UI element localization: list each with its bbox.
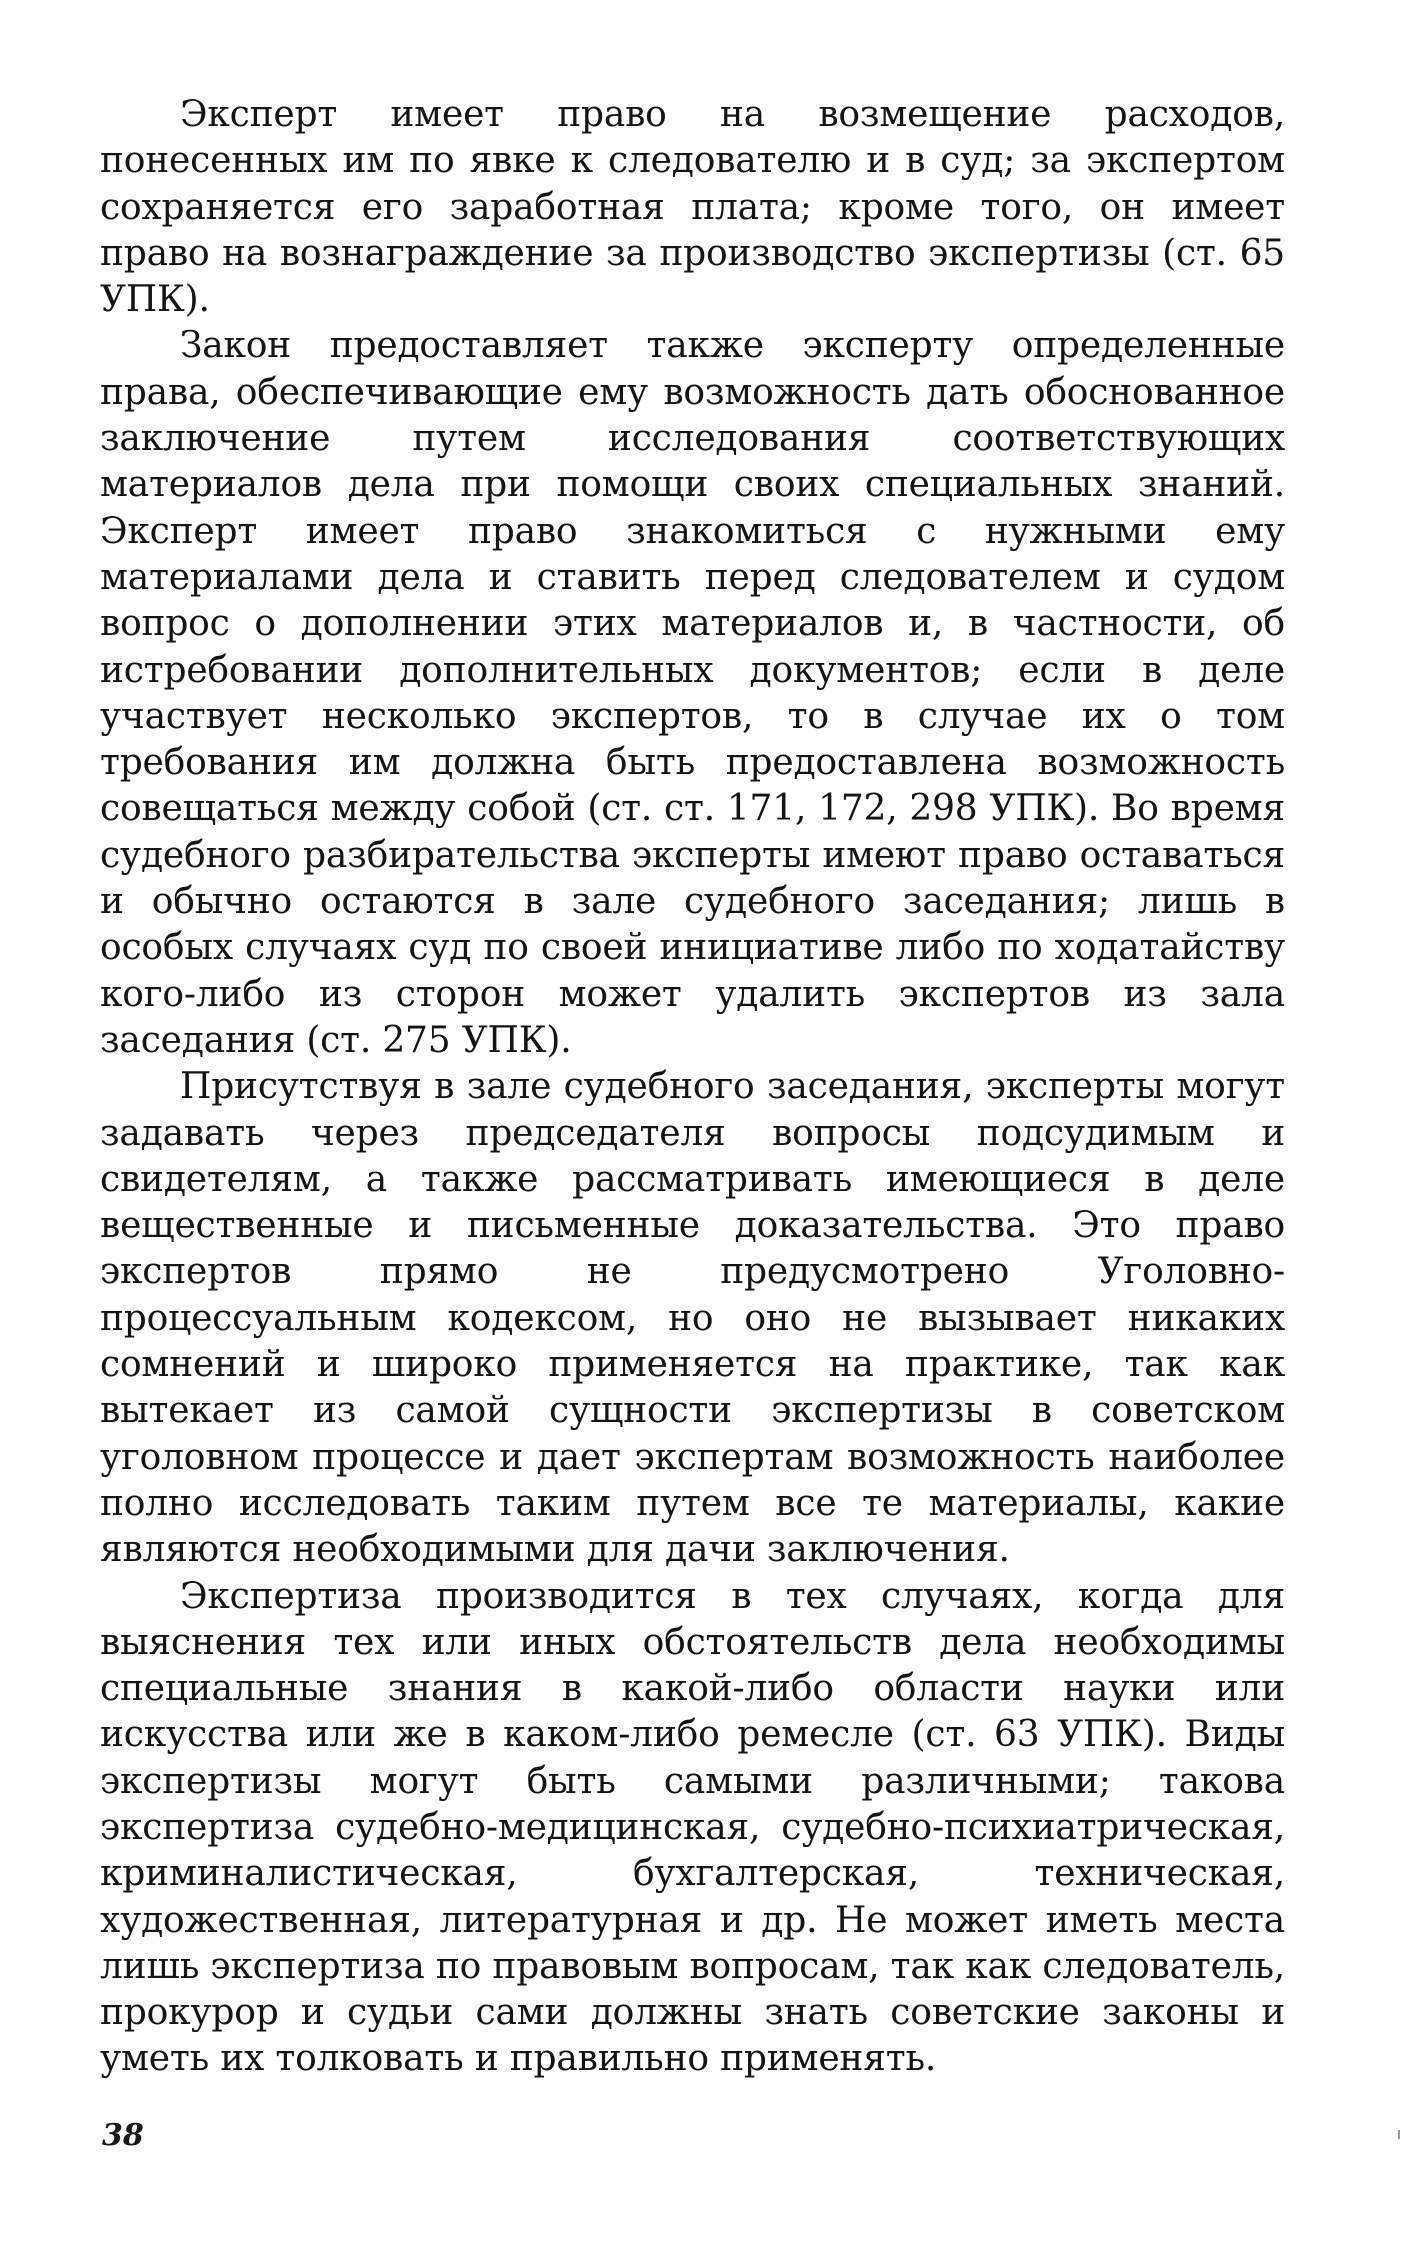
page-body bbox=[100, 92, 1285, 2083]
page-number: 38 bbox=[102, 2118, 144, 2153]
paragraph-expertise-types: Экспертиза производится в тех случаях, когда для выяснения тех или иных обстоятельств дела необходимы специальные знания в какой-либо области науки или искусства или же в каком-либо ремесле (ст. 63 УПК). Виды экспертизы могут быть самыми различными; такова экспертиза судебно-медицинская, судебно-психиатрическая, криминалистическая, бухгалтерская, техническая, художественная, литературная и др. Не может иметь места лишь экспертиза по правовым вопросам, так как следователь, прокурор и судьи сами должны знать советские законы и уметь их толковать и правильно применять. bbox=[100, 1575, 1285, 2080]
paragraph-expert-courtroom: Присутствуя в зале судебного заседания, эксперты могут задавать через председателя вопросы подсудимым и свидетелям, а также рассматривать имеющиеся в деле вещественные и письменные доказательства. Это право экспертов прямо не предусмотрено Уголовно-процессуальным кодексом, но оно не вызывает никаких сомнений и широко применяется на практике, так как вытекает из самой сущности экспертизы в советском уголовном процессе и дает экспертам возможность наиболее полно исследовать таким путем все те материалы, какие являются необходимыми для дачи заключения. bbox=[100, 1066, 1285, 1571]
paragraph-expert-rights: Закон предоставляет также эксперту определенные права, обеспечивающие ему возможность дать обоснованное заключение путем исследования соответствующих материалов дела при помощи своих специальных знаний. Эксперт имеет право знакомиться с нужными ему материалами дела и ставить перед следователем и судом вопрос о дополнении этих материалов и, в частности, об истребовании дополнительных документов; если в деле участвует несколько экспертов, то в случае их о том требования им должна быть предоставлена возможность совещаться между собой (ст. ст. 171, 172, 298 УПК). Во время судебного разбирательства эксперты имеют право оставаться и обычно остаются в зале судебного заседания; лишь в особых случаях суд по своей инициативе либо по ходатайству кого-либо из сторон может удалить экспертов из зала заседания (ст. 275 УПК). bbox=[100, 325, 1285, 1061]
scan-edge-mark bbox=[1398, 2130, 1400, 2139]
paragraph-expert-compensation: Эксперт имеет право на возмещение расходов, понесенных им по явке к следователю и в суд; за экспертом сохраняется его заработная плата; кроме того, он имеет право на вознаграждение за производство экспертизы (ст. 65 УПК). bbox=[100, 94, 1285, 321]
